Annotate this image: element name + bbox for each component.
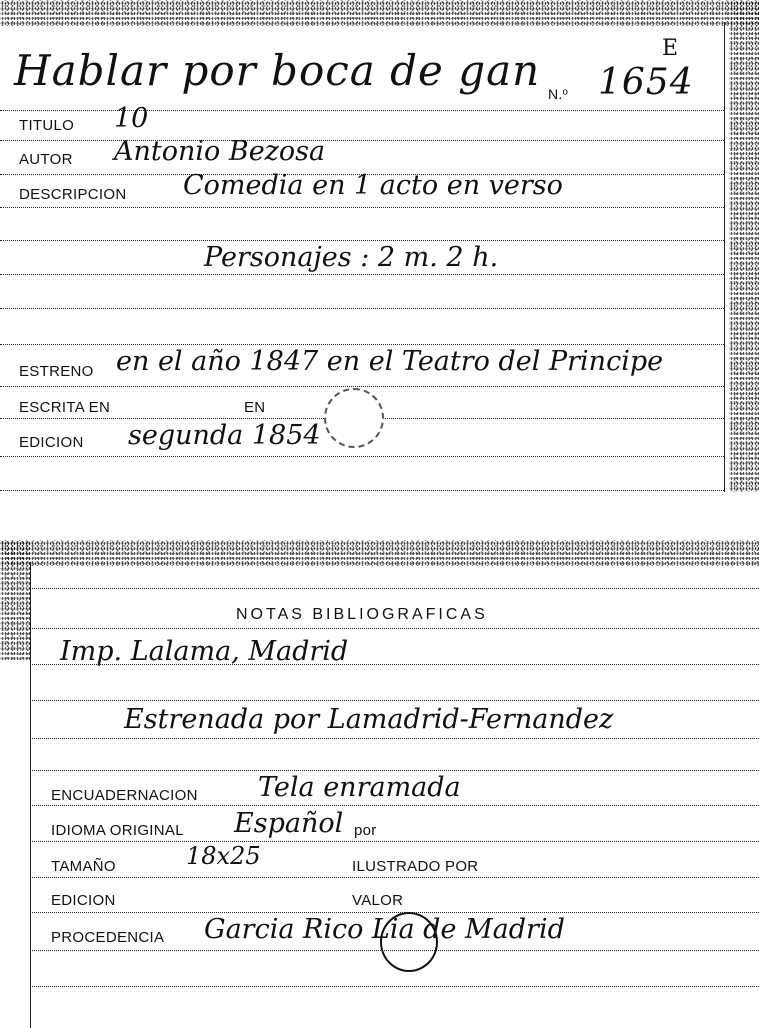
note-estrenada: Estrenada por Lamadrid-Fernandez [124,704,614,735]
note-imprenta: Imp. Lalama, Madrid [60,636,349,667]
valor-label: VALOR [352,892,404,909]
estreno-value: en el año 1847 en el Teatro del Principe [116,346,664,377]
rule-line [0,274,724,275]
titulo-label: TITULO [19,117,75,134]
rule-line [30,912,759,913]
card-right-border [724,22,725,492]
por-label: por [354,822,377,839]
idioma-label: IDIOMA ORIGINAL [51,822,184,839]
rule-line [30,877,759,878]
rule-line [0,456,724,457]
rule-line [30,841,759,842]
estreno-label: ESTRENO [19,363,94,380]
numero-label: N.º [548,86,569,102]
procedencia-label: PROCEDENCIA [51,929,165,946]
tamano-label: TAMAÑO [51,858,116,875]
catalog-card-back [0,540,759,1028]
scan-speckle-left [0,540,30,660]
encuadernacion-label: ENCUADERNACION [51,787,198,804]
rule-line [30,700,759,701]
idioma-value: Español [234,808,344,839]
notas-heading: NOTAS BIBLIOGRAFICAS [236,606,488,623]
rule-line [0,386,724,387]
descripcion-value: Comedia en 1 acto en verso [183,170,563,201]
rule-line [30,588,759,589]
rule-line [0,344,724,345]
rule-line [0,140,724,141]
rule-line [30,770,759,771]
library-stamp [324,388,384,448]
rule-line [0,490,724,491]
title-handwritten: Hablar por boca de gan [14,46,541,95]
rule-line [30,986,759,987]
encuadernacion-value: Tela enramada [258,772,461,803]
library-stamp [380,912,438,972]
tamano-value: 18x25 [186,842,261,870]
edicion-label: EDICION [19,434,84,451]
numero-value: 1654 [598,62,694,103]
autor-label: AUTOR [19,151,73,168]
autor-value: Antonio Bezosa [114,136,326,167]
ilustrado-label: ILUSTRADO POR [352,858,479,875]
rule-line [0,308,724,309]
en-label: EN [244,399,266,416]
rule-line [30,628,759,629]
rule-line [30,738,759,739]
corner-mark: E [662,36,679,61]
scan-speckle-top [0,540,759,566]
card-left-border [30,562,31,1028]
descripcion-label: DESCRIPCION [19,186,127,203]
edicion-value: segunda 1854 [128,420,321,451]
edicion-back-label: EDICION [51,892,116,909]
scan-speckle-right [729,0,759,492]
personajes-note: Personajes : 2 m. 2 h. [204,242,499,273]
rule-line [30,805,759,806]
escrita-label: ESCRITA EN [19,399,111,416]
rule-line [0,240,724,241]
catalog-card-front [0,0,759,492]
procedencia-value: Garcia Rico Lia de Madrid [204,914,565,945]
scan-speckle-top [0,0,759,26]
titulo-value: 10 [114,103,149,134]
rule-line [0,207,724,208]
rule-line [0,110,724,111]
